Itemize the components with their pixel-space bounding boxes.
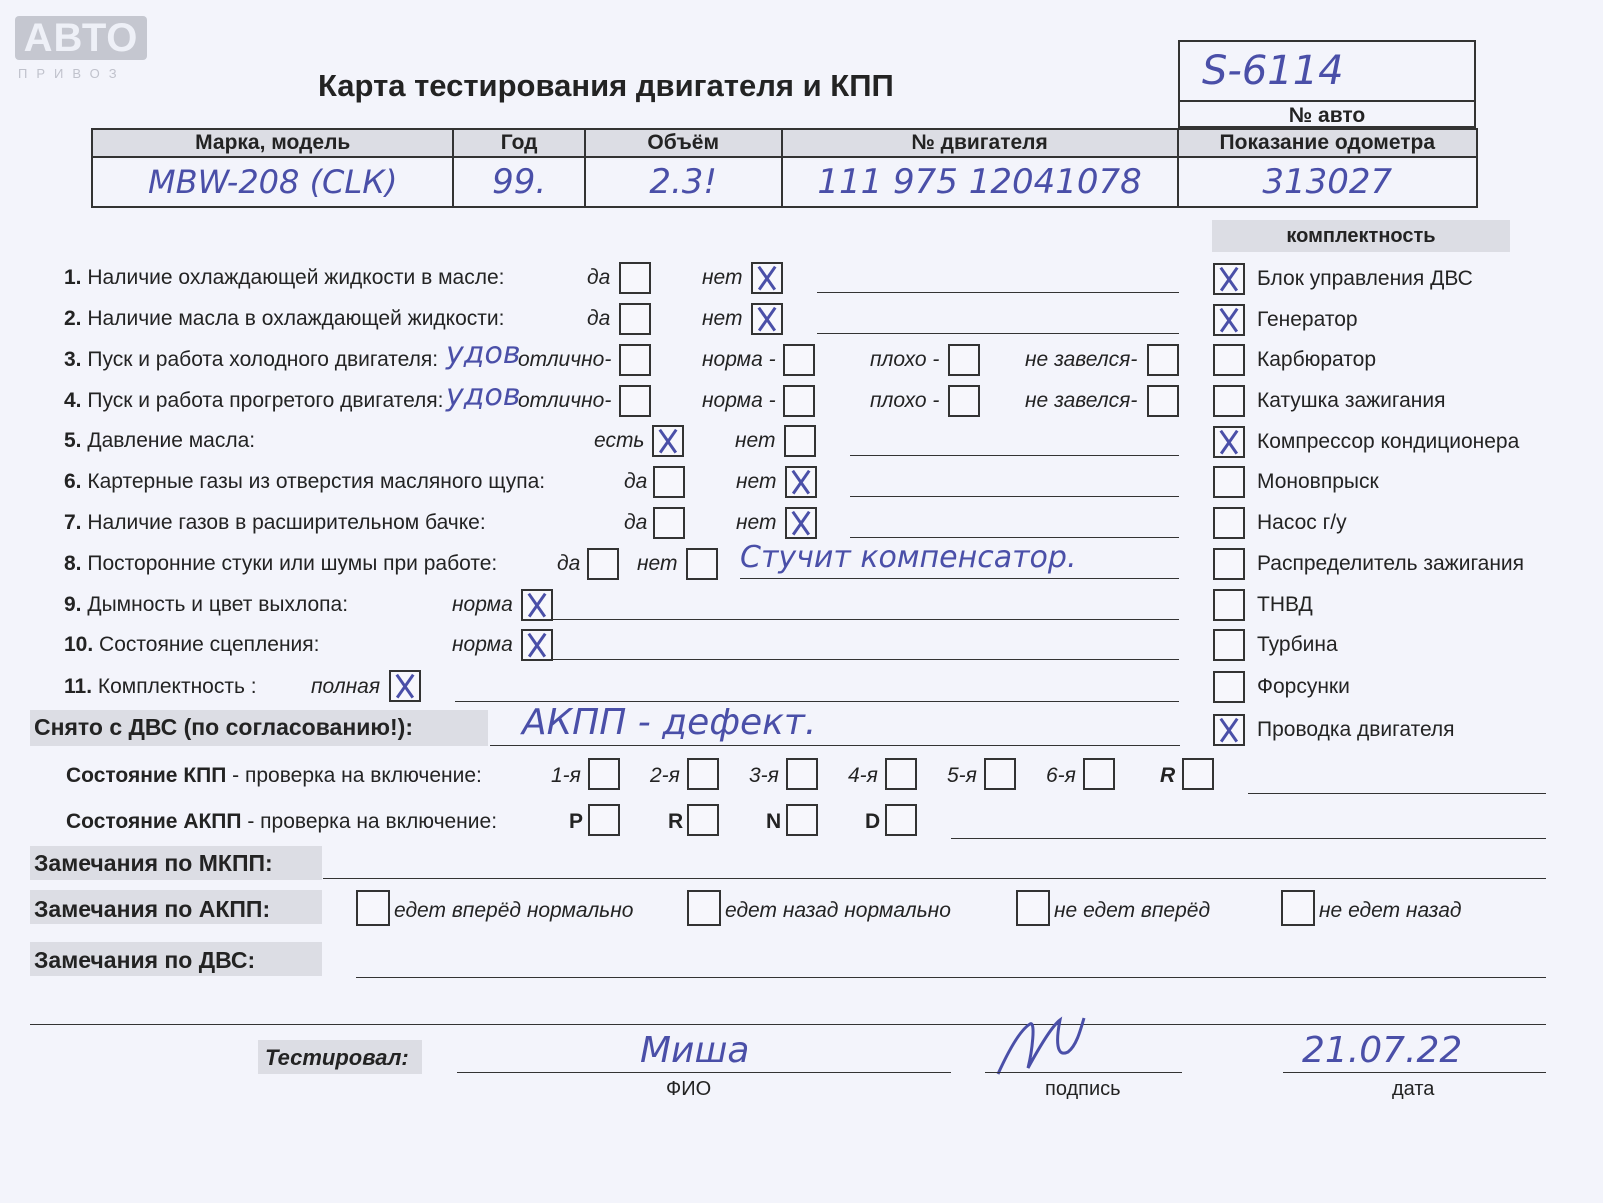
col-volume: Объём (585, 129, 782, 157)
logo-subtitle: ПРИВОЗ (18, 66, 126, 81)
gear-label: 3-я (749, 764, 779, 787)
component-label: Насос г/у (1257, 511, 1347, 534)
item-3-note: удов (446, 336, 521, 371)
akpp-option-checkbox[interactable] (687, 890, 721, 926)
item-4: 4. Пуск и работа прогретого двигателя: (64, 389, 444, 412)
item-3-bad-checkbox[interactable] (948, 344, 980, 376)
item-9-normal-checkbox[interactable] (521, 589, 553, 621)
gear-label: 6-я (1046, 764, 1076, 787)
item-6-yes-checkbox[interactable] (653, 466, 685, 498)
signature-label: подпись (1045, 1078, 1121, 1100)
item-5: 5. Давление масла: (64, 429, 256, 452)
gear-checkbox[interactable] (1083, 758, 1115, 790)
item-9-normal-label: норма (452, 593, 513, 616)
item-3-normal-label: норма - (702, 348, 776, 371)
component-label: Генератор (1257, 308, 1358, 331)
logo: АВТО (15, 16, 147, 60)
gear-checkbox[interactable] (885, 758, 917, 790)
date-label: дата (1392, 1078, 1435, 1100)
component-label: Проводка двигателя (1257, 718, 1455, 741)
kpp-state: Состояние КПП - проверка на включение: (66, 764, 482, 787)
value-model: МВW-208 (СLК) (92, 157, 453, 207)
item-4-bad-checkbox[interactable] (948, 385, 980, 417)
item-10: 10. Состояние сцепления: (64, 633, 320, 656)
component-checkbox[interactable] (1213, 548, 1245, 580)
remarks-akpp-label: Замечания по АКПП: (34, 896, 271, 922)
component-label: ТНВД (1257, 593, 1313, 616)
akpp-gear-checkbox[interactable] (687, 804, 719, 836)
component-label: Компрессор кондиционера (1257, 430, 1520, 453)
item-7-no-checkbox[interactable] (785, 507, 817, 539)
item-10-normal-label: норма (452, 633, 513, 656)
item-1-no-checkbox[interactable] (751, 262, 783, 294)
item-1-yes-checkbox[interactable] (619, 262, 651, 294)
tested-label: Тестировал: (265, 1045, 409, 1070)
component-label: Моновпрыск (1257, 470, 1379, 493)
gear-checkbox[interactable] (687, 758, 719, 790)
component-label: Блок управления ДВС (1257, 267, 1473, 290)
item-4-nostart-label: не завелся- (1025, 389, 1138, 412)
fio-label: ФИО (666, 1078, 712, 1100)
item-6: 6. Картерные газы из отверстия масляного щупа: (64, 470, 546, 493)
component-label: Карбюратор (1257, 348, 1377, 371)
item-4-bad-label: плохо - (870, 389, 940, 412)
akpp-gear-label: D (865, 810, 881, 833)
component-checkbox[interactable] (1213, 466, 1245, 498)
akpp-option-label: едет назад нормально (725, 899, 951, 922)
item-8-yes-label: да (557, 552, 581, 575)
col-engine-no: № двигателя (782, 129, 1178, 157)
value-volume: 2.3! (585, 157, 782, 207)
component-label: Катушка зажигания (1257, 389, 1446, 412)
col-model: Марка, модель (92, 129, 453, 157)
item-10-normal-checkbox[interactable] (521, 629, 553, 661)
value-odometer: 313027 (1178, 157, 1477, 207)
item-2-yes-checkbox[interactable] (619, 303, 651, 335)
item-4-excellent-checkbox[interactable] (619, 385, 651, 417)
item-6-no-label: нет (736, 470, 777, 493)
gear-label: 1-я (551, 764, 581, 787)
item-4-normal-label: норма - (702, 389, 776, 412)
col-year: Год (453, 129, 584, 157)
item-4-note: удов (446, 378, 521, 413)
component-label: Распределитель зажигания (1257, 552, 1525, 575)
akpp-gear-label: P (569, 810, 584, 833)
item-1-no-label: нет (702, 266, 743, 289)
removed-value: АКПП - дефект. (522, 702, 817, 743)
removed-label: Снято с ДВС (по согласованию!): (34, 714, 413, 740)
item-5-no-label: нет (735, 429, 776, 452)
tester-name: Миша (640, 1030, 750, 1071)
item-4-excellent-label: отлично- (518, 389, 612, 412)
page-title: Карта тестирования двигателя и КПП (318, 68, 894, 103)
item-8-yes-checkbox[interactable] (587, 548, 619, 580)
signature (990, 1012, 1090, 1078)
component-checkbox[interactable] (1213, 589, 1245, 621)
remarks-mkpp-label: Замечания по МКПП: (34, 850, 273, 876)
akpp-option-label: не едет назад (1319, 899, 1462, 922)
item-2-no-checkbox[interactable] (751, 303, 783, 335)
gear-checkbox[interactable] (786, 758, 818, 790)
akpp-gear-checkbox[interactable] (588, 804, 620, 836)
item-5-yes-label: есть (594, 429, 645, 452)
completeness-title: комплектность (1286, 225, 1436, 247)
item-4-nostart-checkbox[interactable] (1147, 385, 1179, 417)
akpp-gear-checkbox[interactable] (786, 804, 818, 836)
item-3: 3. Пуск и работа холодного двигателя: (64, 348, 439, 371)
component-checkbox[interactable] (1213, 385, 1245, 417)
akpp-option-checkbox[interactable] (1016, 890, 1050, 926)
gear-checkbox[interactable] (984, 758, 1016, 790)
akpp-gear-checkbox[interactable] (885, 804, 917, 836)
akpp-gear-label: N (766, 810, 782, 833)
component-checkbox[interactable] (1213, 263, 1245, 295)
item-1-yes-label: да (587, 266, 611, 289)
gear-label: R (1160, 764, 1176, 787)
item-8: 8. Посторонние стуки или шумы при работе: (64, 552, 498, 575)
gear-label: 4-я (848, 764, 878, 787)
gear-label: 5-я (947, 764, 977, 787)
item-6-yes-label: да (624, 470, 648, 493)
item-8-no-label: нет (637, 552, 678, 575)
item-6-no-checkbox[interactable] (785, 466, 817, 498)
component-checkbox[interactable] (1213, 304, 1245, 336)
item-5-yes-checkbox[interactable] (652, 425, 684, 457)
component-label: Турбина (1257, 633, 1338, 656)
component-checkbox[interactable] (1213, 671, 1245, 703)
item-9: 9. Дымность и цвет выхлопа: (64, 593, 349, 616)
item-2-yes-label: да (587, 307, 611, 330)
auto-no-box (1178, 40, 1476, 128)
gear-label: 2-я (650, 764, 680, 787)
auto-no-value: S-6114 (1202, 48, 1344, 94)
item-3-bad-label: плохо - (870, 348, 940, 371)
akpp-option-label: едет вперёд нормально (394, 899, 634, 922)
item-11-full-checkbox[interactable] (389, 670, 421, 702)
value-engine-no: 111 975 12041078 (782, 157, 1178, 207)
gear-checkbox[interactable] (588, 758, 620, 790)
item-1: 1. Наличие охлаждающей жидкости в масле: (64, 266, 505, 289)
item-2-no-label: нет (702, 307, 743, 330)
auto-no-label: № авто (1288, 104, 1366, 127)
item-8-no-checkbox[interactable] (686, 548, 718, 580)
item-8-note: Стучит компенсатор. (740, 540, 1077, 575)
component-checkbox[interactable] (1213, 629, 1245, 661)
value-year: 99. (453, 157, 584, 207)
item-2: 2. Наличие масла в охлаждающей жидкости: (64, 307, 505, 330)
item-5-no-checkbox[interactable] (784, 425, 816, 457)
remarks-dvs-label: Замечания по ДВС: (34, 947, 256, 973)
component-checkbox[interactable] (1213, 507, 1245, 539)
component-checkbox[interactable] (1213, 426, 1245, 458)
vehicle-table (91, 128, 1478, 208)
date-value: 21.07.22 (1302, 1030, 1463, 1071)
item-3-excellent-checkbox[interactable] (619, 344, 651, 376)
item-3-normal-checkbox[interactable] (783, 344, 815, 376)
item-7: 7. Наличие газов в расширительном бачке: (64, 511, 486, 534)
item-7-yes-checkbox[interactable] (653, 507, 685, 539)
item-3-nostart-checkbox[interactable] (1147, 344, 1179, 376)
akpp-gear-label: R (668, 810, 684, 833)
item-3-excellent-label: отлично- (518, 348, 612, 371)
col-odometer: Показание одометра (1178, 129, 1477, 157)
component-checkbox[interactable] (1213, 344, 1245, 376)
item-11-full-label: полная (311, 675, 381, 698)
akpp-option-label: не едет вперёд (1054, 899, 1211, 922)
item-4-normal-checkbox[interactable] (783, 385, 815, 417)
item-7-yes-label: да (624, 511, 648, 534)
item-11: 11. Комплектность : (64, 675, 257, 698)
item-7-no-label: нет (736, 511, 777, 534)
component-checkbox[interactable] (1213, 714, 1245, 746)
component-label: Форсунки (1257, 675, 1350, 698)
akpp-option-checkbox[interactable] (1281, 890, 1315, 926)
gear-checkbox[interactable] (1182, 758, 1214, 790)
akpp-state: Состояние АКПП - проверка на включение: (66, 810, 498, 833)
akpp-option-checkbox[interactable] (356, 890, 390, 926)
item-3-nostart-label: не завелся- (1025, 348, 1138, 371)
